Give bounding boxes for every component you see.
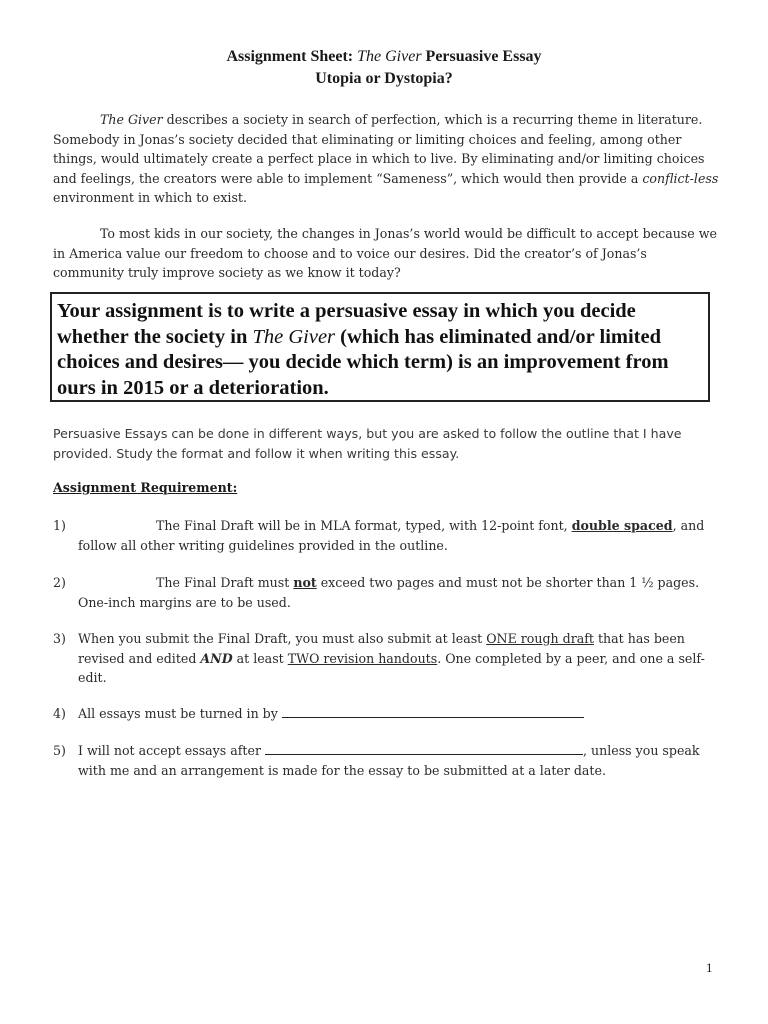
requirement-item-2: [53, 573, 713, 612]
item-number: 2): [53, 575, 66, 590]
page-title: [0, 48, 768, 66]
due-date-blank[interactable]: [282, 704, 584, 718]
intro-emphasis: conflict-less: [642, 170, 719, 186]
item-emphasis: double spaced: [571, 518, 673, 533]
item-emphasis: AND: [200, 650, 233, 666]
intro-book-title: The Giver: [100, 112, 163, 127]
item-number: 5): [53, 743, 66, 758]
page-subtitle: Utopia or Dystopia?: [315, 70, 453, 87]
item-text: , unless you speak with me and an arrangement is made for the essay to be submitted at a later date.: [78, 743, 700, 778]
item-number: 4): [53, 706, 66, 721]
title-suffix: Persuasive Essay: [421, 48, 542, 65]
item-number: 1): [53, 518, 66, 533]
requirements-heading: Assignment Requirement:: [53, 480, 238, 495]
item-emphasis: not: [293, 575, 317, 590]
assignment-text-2: (which has eliminated and/or limited choices and desires— you decide which term) is an improvement from ours in 2015 or a deterioration.: [57, 325, 669, 399]
item-text: I will not accept essays after: [78, 743, 265, 758]
intro-paragraph-1: [53, 110, 719, 208]
late-date-blank[interactable]: [265, 741, 583, 755]
requirement-item-4: [53, 704, 713, 724]
assignment-box: [50, 292, 710, 402]
assignment-book-title: The Giver: [252, 325, 336, 348]
title-colon: :: [347, 48, 358, 65]
item-text: All essays must be turned in by: [78, 706, 282, 721]
page-number: 1: [706, 960, 713, 975]
title-prefix: Assignment Sheet: [226, 48, 348, 65]
item-text: . One completed by a peer, and one a self-edit.: [78, 650, 705, 685]
assignment-text-1: Your assignment is to write a persuasive essay in which you decide whether the society in: [57, 300, 636, 348]
item-text: The Final Draft must: [156, 575, 294, 590]
intro-paragraph-2: [53, 224, 719, 283]
intro-text-1: describes a society in search of perfection, which is a recurring theme in literature. Somebody in Jonas’s society decided that eliminating or limiting choices and feeling, among other things, would ultimately create a perfect place in which to live. By eliminating and/or limiting choices and feelings, the creators were able to implement “Sameness”, which would then provide a: [53, 112, 705, 186]
item-emphasis: ONE rough draft: [486, 631, 594, 646]
item-text: at least: [232, 650, 288, 666]
requirement-item-3: [53, 629, 713, 688]
requirement-item-1: [53, 516, 713, 555]
item-text: exceed two pages and must not be shorter than 1 ½ pages. One-inch margins are to be used.: [78, 575, 700, 610]
item-text: When you submit the Final Draft, you must also submit at least: [78, 631, 487, 646]
requirement-item-5: [53, 741, 713, 780]
item-text: that has been revised and edited: [78, 631, 685, 666]
item-text: , and follow all other writing guidelines provided in the outline.: [78, 518, 705, 553]
item-number: 3): [53, 631, 66, 646]
format-note: Persuasive Essays can be done in different ways, but you are asked to follow the outline that I have provided. Study the format and follow it when writing this essay.: [53, 426, 682, 461]
title-book: The Giver: [357, 48, 422, 65]
intro-text-3: To most kids in our society, the changes in Jonas’s world would be difficult to accept because we in America value our freedom to choose and to voice our desires. Did the creator’s of Jonas’s community truly improve society as we know it today?: [53, 226, 717, 280]
item-emphasis: TWO revision handouts: [287, 650, 438, 666]
item-text: The Final Draft will be in MLA format, typed, with 12-point font,: [156, 518, 572, 533]
intro-text-2: environment in which to exist.: [53, 190, 247, 205]
